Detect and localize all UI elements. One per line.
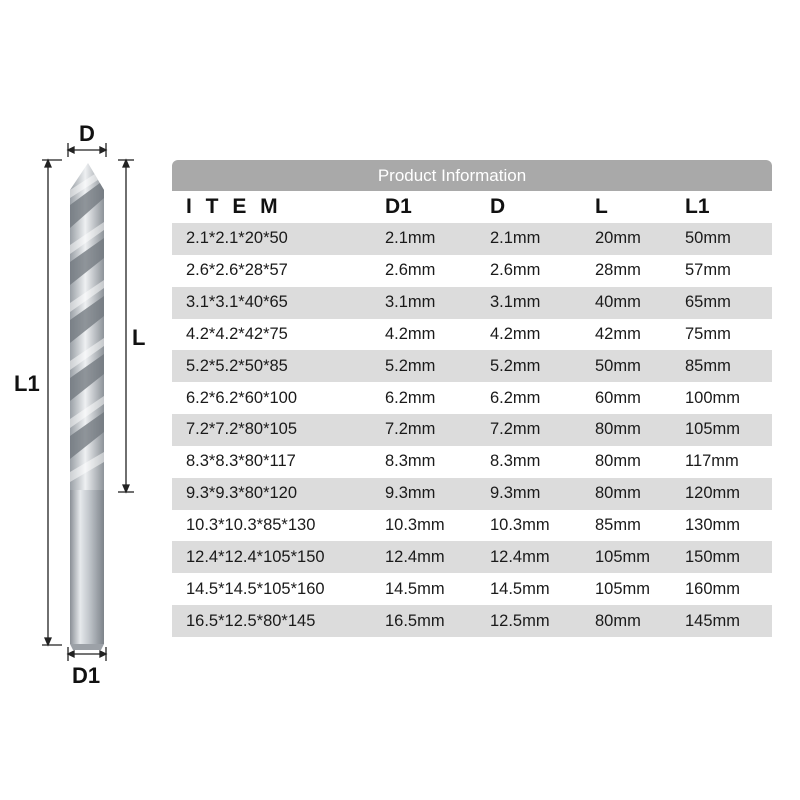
drill-shank-end: [70, 644, 104, 650]
cell-l: 80mm: [595, 611, 641, 630]
cell-item: 4.2*4.2*42*75: [186, 324, 288, 343]
dimension-label-d: D: [79, 121, 95, 146]
cell-l: 60mm: [595, 388, 641, 407]
cell-d: 6.2mm: [490, 388, 541, 407]
table-row: [172, 414, 772, 446]
table-header-row: [172, 191, 772, 223]
cell-l1: 75mm: [685, 324, 731, 343]
header-d1: D1: [385, 195, 412, 218]
cell-d: 3.1mm: [490, 293, 541, 312]
table-row: [172, 573, 772, 605]
table-body: [172, 223, 772, 637]
cell-item: 2.6*2.6*28*57: [186, 261, 288, 280]
cell-l: 85mm: [595, 516, 641, 535]
cell-d: 4.2mm: [490, 324, 541, 343]
cell-l1: 145mm: [685, 611, 741, 630]
table-row: [172, 319, 772, 351]
dimension-label-l1: L1: [14, 371, 40, 396]
cell-l1: 130mm: [685, 516, 741, 535]
cell-d1: 2.1mm: [385, 229, 436, 248]
cell-d1: 8.3mm: [385, 452, 436, 471]
cell-d1: 16.5mm: [385, 611, 445, 630]
cell-item: 7.2*7.2*80*105: [186, 420, 298, 439]
cell-l: 40mm: [595, 293, 641, 312]
cell-l: 20mm: [595, 229, 641, 248]
header-l1: L1: [685, 195, 710, 218]
cell-l1: 85mm: [685, 356, 731, 375]
drill-flutes: [70, 160, 104, 490]
dimension-label-d1: D1: [72, 663, 101, 688]
cell-d: 7.2mm: [490, 420, 541, 439]
cell-l1: 57mm: [685, 261, 731, 280]
table-row: [172, 223, 772, 255]
cell-d: 12.5mm: [490, 611, 550, 630]
table-row: [172, 255, 772, 287]
cell-d: 12.4mm: [490, 547, 550, 566]
table-row: [172, 541, 772, 573]
cell-d: 9.3mm: [490, 484, 541, 503]
cell-l1: 50mm: [685, 229, 731, 248]
table-title: Product Information: [172, 160, 772, 191]
cell-item: 8.3*8.3*80*117: [186, 452, 296, 471]
cell-item: 5.2*5.2*50*85: [186, 356, 288, 375]
cell-d: 5.2mm: [490, 356, 541, 375]
cell-d1: 4.2mm: [385, 324, 436, 343]
table-row: [172, 446, 772, 478]
cell-item: 2.1*2.1*20*50: [186, 229, 288, 248]
table-row: [172, 350, 772, 382]
cell-d: 8.3mm: [490, 452, 541, 471]
cell-d: 2.6mm: [490, 261, 541, 280]
table-row: [172, 382, 772, 414]
cell-l1: 65mm: [685, 293, 731, 312]
product-table: [172, 160, 772, 637]
cell-l: 105mm: [595, 547, 651, 566]
cell-item: 3.1*3.1*40*65: [186, 293, 288, 312]
cell-l: 80mm: [595, 452, 641, 471]
cell-item: 16.5*12.5*80*145: [186, 611, 316, 630]
cell-item: 10.3*10.3*85*130: [186, 516, 316, 535]
cell-l1: 120mm: [685, 484, 741, 503]
cell-d1: 14.5mm: [385, 579, 445, 598]
table-row: [172, 510, 772, 542]
cell-l1: 150mm: [685, 547, 741, 566]
cell-item: 6.2*6.2*60*100: [186, 388, 298, 407]
cell-d: 14.5mm: [490, 579, 550, 598]
cell-l: 80mm: [595, 420, 641, 439]
cell-d1: 6.2mm: [385, 388, 436, 407]
cell-l1: 105mm: [685, 420, 741, 439]
cell-l1: 100mm: [685, 388, 741, 407]
cell-l: 28mm: [595, 261, 641, 280]
cell-d1: 2.6mm: [385, 261, 436, 280]
table-row: [172, 478, 772, 510]
cell-l: 50mm: [595, 356, 641, 375]
dimension-label-l: L: [132, 325, 146, 350]
cell-d: 2.1mm: [490, 229, 541, 248]
cell-l: 105mm: [595, 579, 651, 598]
header-d: D: [490, 195, 506, 218]
cell-d1: 12.4mm: [385, 547, 445, 566]
cell-l: 42mm: [595, 324, 641, 343]
dimension-l1-line: [42, 160, 62, 645]
cell-d1: 7.2mm: [385, 420, 436, 439]
cell-item: 14.5*14.5*105*160: [186, 579, 325, 598]
drill-shank: [70, 470, 104, 644]
cell-l1: 160mm: [685, 579, 741, 598]
cell-l1: 117mm: [685, 452, 739, 471]
table-row: [172, 287, 772, 319]
cell-d1: 9.3mm: [385, 484, 436, 503]
cell-item: 9.3*9.3*80*120: [186, 484, 298, 503]
header-item: I T E M: [186, 195, 282, 218]
cell-item: 12.4*12.4*105*150: [186, 547, 325, 566]
cell-d: 10.3mm: [490, 516, 550, 535]
header-l: L: [595, 195, 608, 218]
table-row: [172, 605, 772, 637]
cell-d1: 3.1mm: [385, 293, 436, 312]
cell-d1: 10.3mm: [385, 516, 445, 535]
cell-d1: 5.2mm: [385, 356, 436, 375]
cell-l: 80mm: [595, 484, 641, 503]
